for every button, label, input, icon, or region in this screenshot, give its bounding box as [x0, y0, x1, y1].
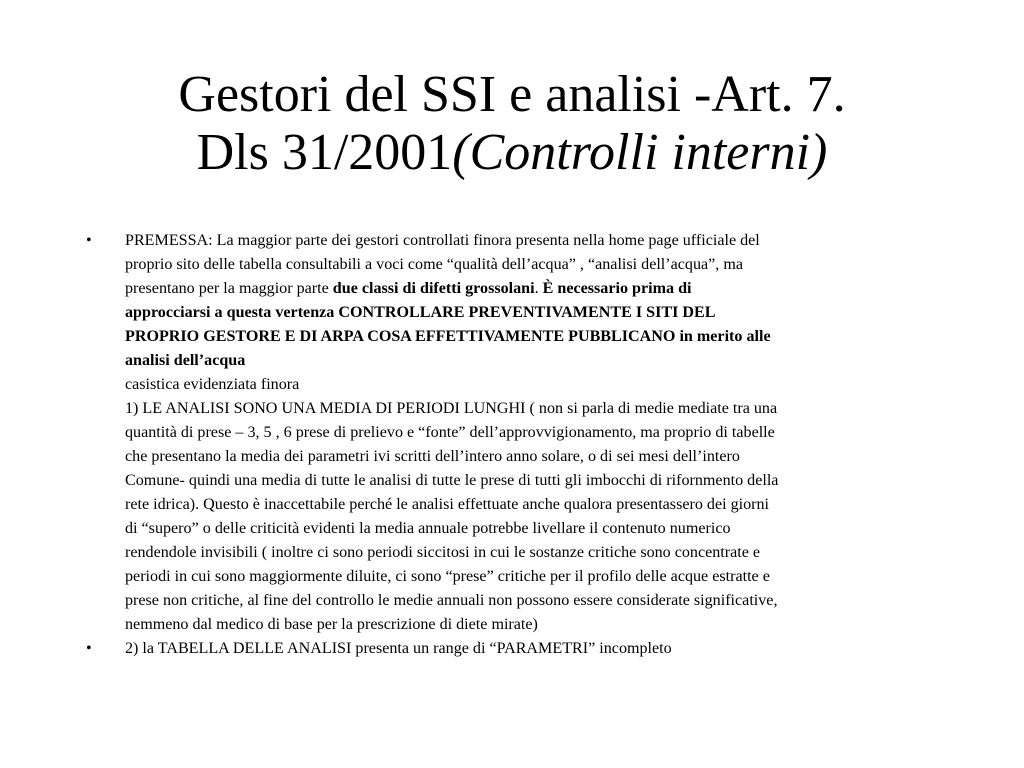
- slide-title: [40, 66, 984, 182]
- title-line-2-text: Dls 31/2001: [196, 124, 453, 181]
- text-segment: presentano per la maggior parte: [125, 280, 333, 297]
- bold-line: analisi dell’acqua: [125, 352, 246, 369]
- text-line: prese non critiche, al fine del controllo le medie annuali non possono essere considerate significative,: [125, 592, 778, 609]
- bold-line: PROPRIO GESTORE E DI ARPA COSA EFFETTIVAMENTE PUBBLICANO in merito alle: [125, 328, 771, 345]
- title-line-2-italic: (Controlli interni): [452, 124, 828, 181]
- text-line: nemmeno dal medico di base per la prescrizione di diete mirate): [125, 616, 538, 633]
- title-line-1: Gestori del SSI e analisi -Art. 7.: [178, 66, 846, 123]
- bold-segment: È necessario prima di: [542, 280, 692, 297]
- text-segment: .: [534, 280, 543, 297]
- bullet-item-tabella: [86, 637, 938, 661]
- text-line: proprio sito delle tabella consultabili a voci come “qualità dell’acqua” , “analisi dell’acqua”, ma: [125, 256, 744, 273]
- text-line: periodi in cui sono maggiormente diluite, ci sono “prese” critiche per il profilo delle acque estratte e: [125, 568, 770, 585]
- bullet-item-premessa: [86, 229, 938, 637]
- bullet-icon: •: [86, 640, 92, 657]
- text-line: di “supero” o delle criticità evidenti la media annuale potrebbe livellare il contenuto numerico: [125, 520, 731, 537]
- text-line: quantità di prese – 3, 5 , 6 prese di prelievo e “fonte” dell’approvvigionamento, ma proprio di tabelle: [125, 424, 775, 441]
- text-line: 1) LE ANALISI SONO UNA MEDIA DI PERIODI LUNGHI ( non si parla di medie mediate tra una: [125, 400, 778, 417]
- text-line: [125, 277, 938, 301]
- text-line: rendendole invisibili ( inoltre ci sono periodi siccitosi in cui le sostanze critiche sono concentrate e: [125, 544, 761, 561]
- bold-segment: due classi di difetti grossolani: [332, 280, 535, 297]
- text-line: Comune- quindi una media di tutte le analisi di tutte le prese di tutti gli imbocchi di rifornmento della: [125, 472, 779, 489]
- text-line: che presentano la media dei parametri ivi scritti dell’intero anno solare, o di sei mesi dell’intero: [125, 448, 740, 465]
- text-line: 2) la TABELLA DELLE ANALISI presenta un range di “PARAMETRI” incompleto: [125, 640, 672, 657]
- text-line: rete idrica). Questo è inaccettabile perché le analisi effettuate anche qualora presentassero dei giorni: [125, 496, 770, 513]
- title-line-2: [40, 124, 984, 182]
- subheading-line: casistica evidenziata finora: [125, 376, 300, 393]
- bold-line: approcciarsi a questa vertenza CONTROLLARE PREVENTIVAMENTE I SITI DEL: [125, 304, 716, 321]
- bullet-icon: •: [86, 232, 92, 249]
- bullet-list: [86, 229, 938, 661]
- text-line: PREMESSA: La maggior parte dei gestori controllati finora presenta nella home page ufficiale del: [125, 232, 760, 249]
